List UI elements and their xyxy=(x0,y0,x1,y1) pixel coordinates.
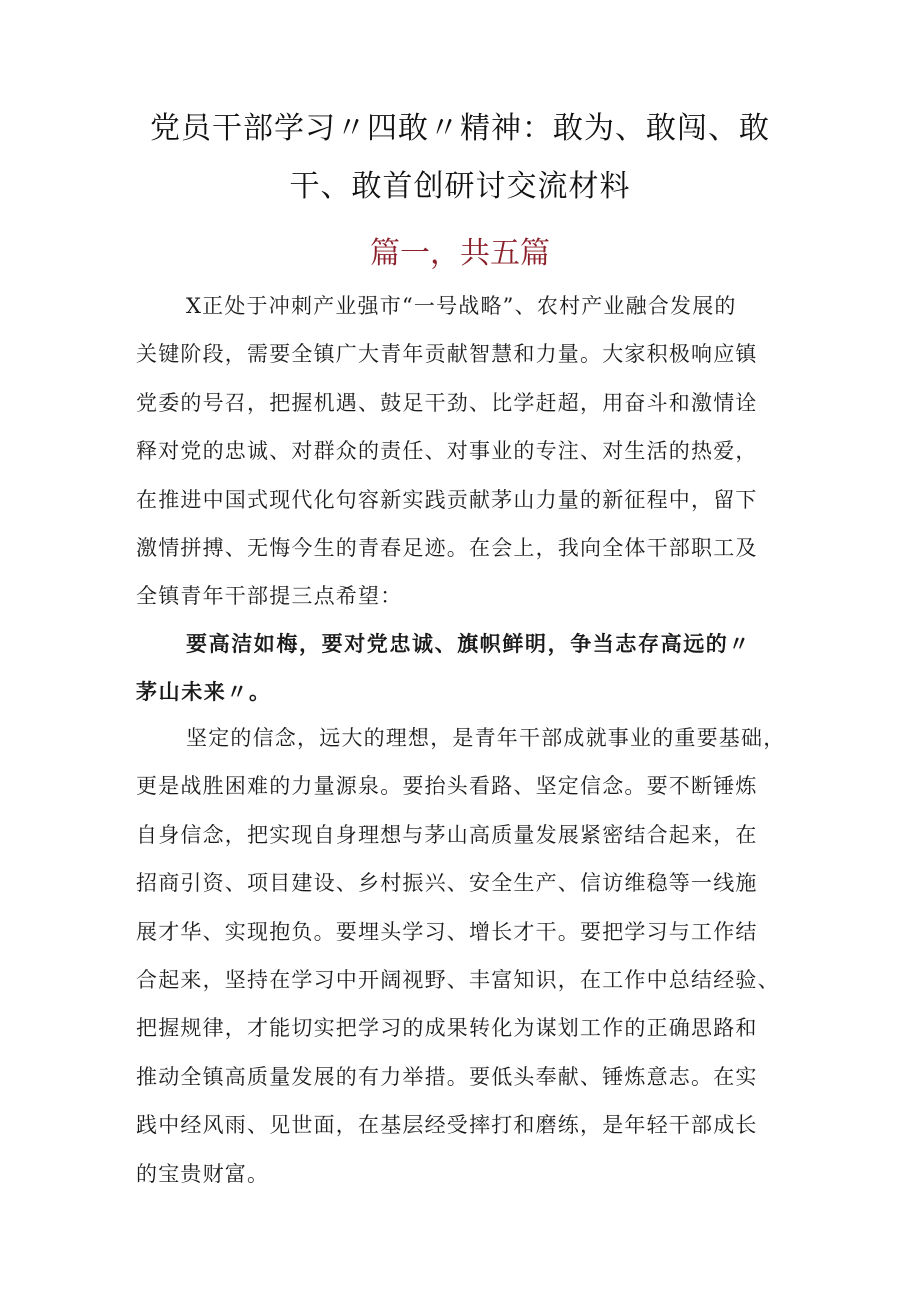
title-line: 干、敢首创研讨交流材料 xyxy=(289,169,631,204)
text-line: 释对党的忠诚、对群众的责任、对事业的专注、对生活的热爱， xyxy=(136,439,758,464)
text-line: 招商引资、项目建设、乡村振兴、安全生产、信访维稳等一线施 xyxy=(136,871,758,896)
text-line: 推动全镇高质量发展的有力举措。要低头奉献、锤炼意志。在实 xyxy=(136,1064,758,1089)
section-label: 篇一，共五篇 xyxy=(370,236,550,271)
paragraph-heading-bold xyxy=(136,620,796,717)
text-line: X正处于冲刺产业强市“一号战略”、农村产业融合发展的 xyxy=(186,294,737,318)
text-line: 要高洁如梅，要对党忠诚、旗帜鲜明，争当志存高远的〃 xyxy=(186,632,751,656)
text-line: 关键阶段，需要全镇广大青年贡献智慧和力量。大家积极响应镇 xyxy=(136,342,758,367)
text-line: 合起来，坚持在学习中开阔视野、丰富知识，在工作中总结经验、 xyxy=(136,968,780,993)
text-line: 践中经风雨、见世面，在基层经受摔打和磨练，是年轻干部成长 xyxy=(136,1113,758,1138)
text-line: 全镇青年干部提三点希望： xyxy=(136,584,403,609)
text-line: 茅山未来〃。 xyxy=(136,680,272,705)
text-line: 展才华、实现抱负。要埋头学习、增长才干。要把学习与工作结 xyxy=(136,919,758,944)
text-line: 党委的号召，把握机遇、鼓足干劲、比学赶超，用奋斗和激情诠 xyxy=(136,390,758,415)
text-line: 坚定的信念，远大的理想，是青年干部成就事业的重要基础， xyxy=(186,726,786,750)
paragraph-intro xyxy=(136,282,796,621)
text-line: 更是战胜困难的力量源泉。要抬头看路、坚定信念。要不断锤炼 xyxy=(136,774,758,799)
paragraph-body xyxy=(136,714,796,1198)
title-line: 党员干部学习〃四敢〃精神：敢为、敢闯、敢 xyxy=(150,111,770,146)
text-line: 把握规律，才能切实把学习的成果转化为谋划工作的正确思路和 xyxy=(136,1016,758,1041)
text-line: 自身信念，把实现自身理想与茅山高质量发展紧密结合起来，在 xyxy=(136,822,758,847)
document-title xyxy=(110,100,810,216)
text-line: 激情拼搏、无悔今生的青春足迹。在会上，我向全体干部职工及 xyxy=(136,536,758,561)
text-line: 在推进中国式现代化句容新实践贡献茅山力量的新征程中，留下 xyxy=(136,487,758,512)
text-line: 的宝贵财富。 xyxy=(136,1161,270,1186)
